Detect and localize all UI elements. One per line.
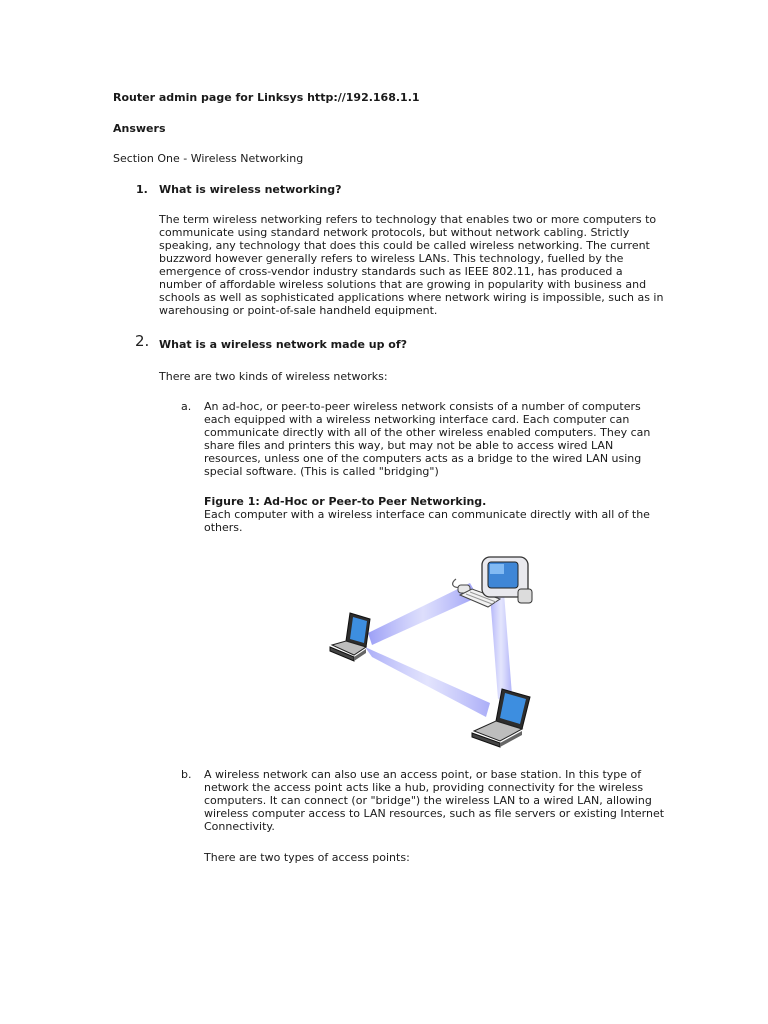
item-a-line: share files and printers this way, but may not be able to access wired LAN	[204, 439, 614, 452]
answer-line: buzzword however generally refers to wireless LANs. This technology, fuelled by the	[159, 252, 624, 265]
wireless-beam	[490, 593, 512, 699]
item-a-line: communicate directly with all of the other wireless enabled computers. They can	[204, 426, 651, 439]
laptop-icon	[330, 613, 370, 661]
document-header: Router admin page for Linksys http://192.168.1.1	[113, 91, 420, 104]
item-a-marker: a.	[181, 400, 192, 413]
item-b-line: computers. It can connect (or "bridge") the wireless LAN to a wired LAN, allowing	[204, 794, 652, 807]
item-a-line: resources, unless one of the computers acts as a bridge to the wired LAN using	[204, 452, 642, 465]
laptop-icon	[472, 689, 530, 747]
item-b-line: Connectivity.	[204, 820, 275, 833]
figure-desc-line: others.	[204, 521, 243, 534]
section-title: Section One - Wireless Networking	[113, 152, 304, 165]
answers-heading: Answers	[113, 122, 166, 135]
answer-line: communicate using standard network protocols, but without network cabling. Strictly	[159, 226, 630, 239]
question-2-intro: There are two kinds of wireless networks:	[159, 370, 388, 383]
wireless-beam	[365, 647, 490, 717]
question-2-number: 2.	[135, 332, 150, 350]
question-1-number: 1.	[136, 183, 148, 196]
question-1-text: What is wireless networking?	[159, 183, 342, 196]
answer-line: warehousing or point-of-sale handheld equipment.	[159, 304, 438, 317]
figure-desc-line: Each computer with a wireless interface can communicate directly with all of the	[204, 508, 650, 521]
item-a-line: special software. (This is called "bridging")	[204, 465, 439, 478]
item-b-line: wireless computer access to LAN resources, such as file servers or existing Internet	[204, 807, 665, 820]
item-b-line: network the access point acts like a hub, providing connectivity for the wireless	[204, 781, 644, 794]
answer-line: speaking, any technology that does this could be called wireless networking. The current	[159, 239, 650, 252]
answer-line: emergence of cross-vendor industry standards such as IEEE 802.11, has produced a	[159, 265, 623, 278]
item-a-text	[204, 400, 704, 478]
item-a-line: each equipped with a wireless networking interface card. Each computer can	[204, 413, 630, 426]
answer-line: The term wireless networking refers to technology that enables two or more computers to	[159, 213, 657, 226]
figure-caption: Figure 1: Ad-Hoc or Peer-to Peer Networking.	[204, 495, 487, 508]
question-2-text: What is a wireless network made up of?	[159, 338, 407, 351]
access-point-types: There are two types of access points:	[204, 851, 410, 864]
adhoc-network-figure	[320, 545, 540, 750]
item-b-marker: b.	[181, 768, 192, 781]
item-b-text	[204, 768, 704, 833]
answer-line: schools as well as sophisticated applications where network wiring is impossible, such as in	[159, 291, 664, 304]
figure-description	[204, 508, 704, 534]
item-a-line: An ad-hoc, or peer-to-peer wireless network consists of a number of computers	[204, 400, 641, 413]
question-1-answer	[159, 213, 664, 317]
item-b-line: A wireless network can also use an access point, or base station. In this type of	[204, 768, 642, 781]
answer-line: number of affordable wireless solutions that are growing in popularity with business and	[159, 278, 647, 291]
